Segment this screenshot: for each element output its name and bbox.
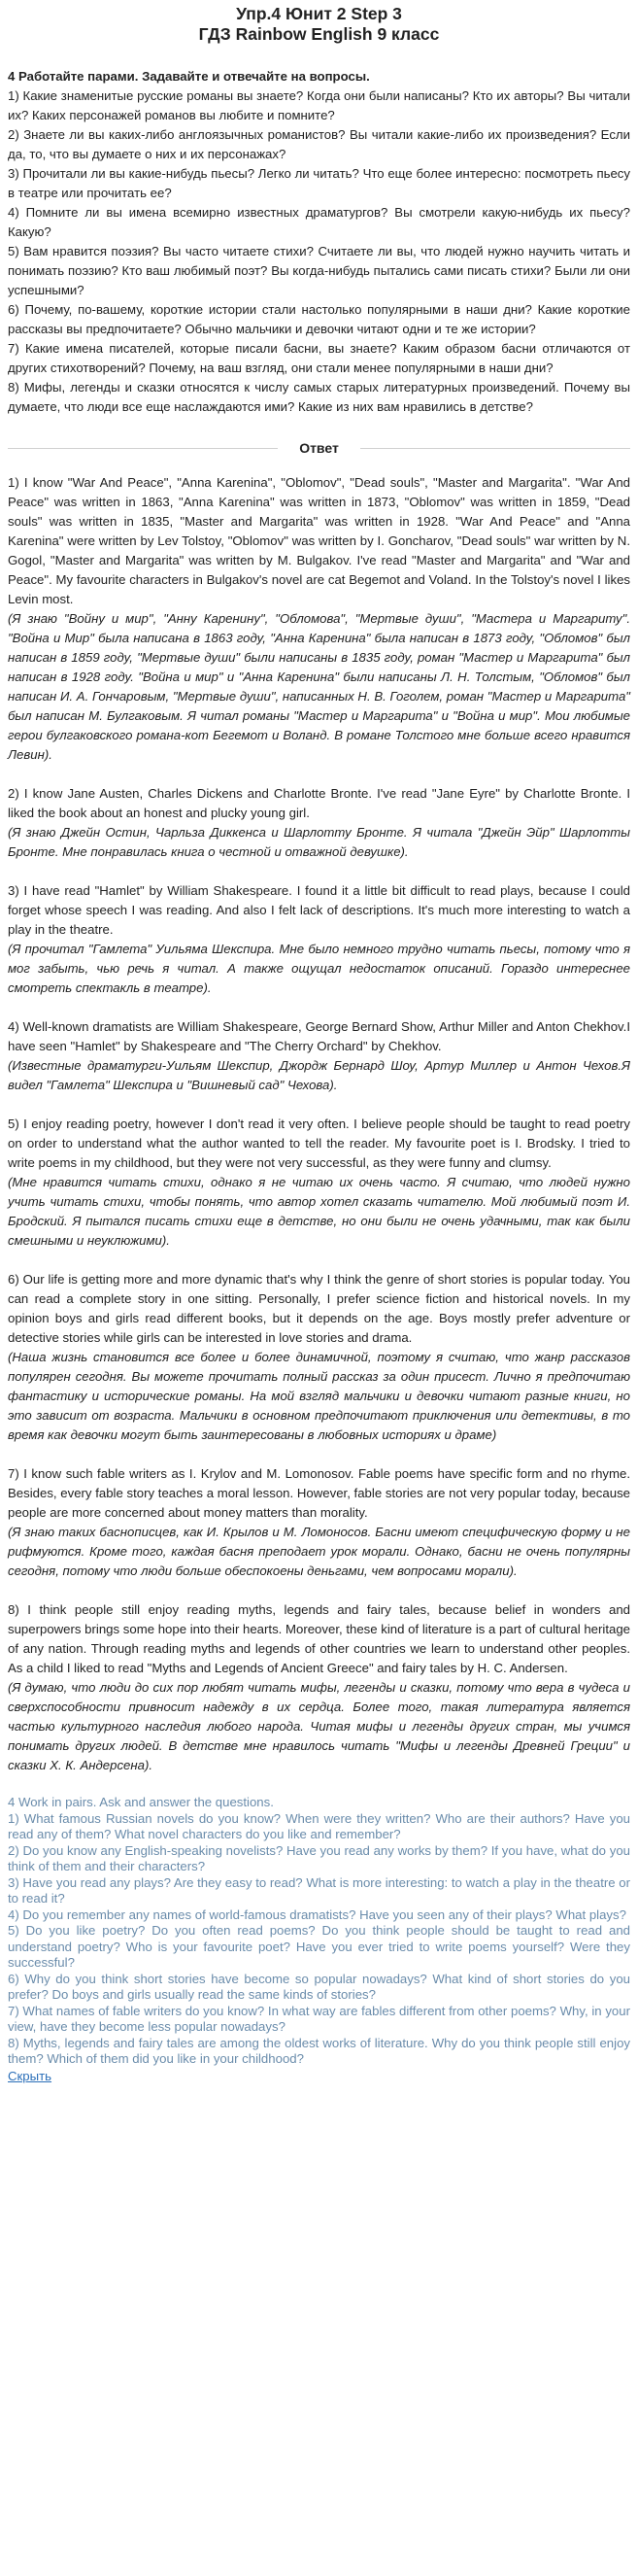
answer-english: 1) I know "War And Peace", "Anna Karenina", "Oblomov", "Dead souls", "Master and Margarita". "War And Peace" was written in 1863, "Anna Karenina" was written in 1873, "Oblomov" was written in 1859, "Dead souls" was written in 1835, "Master and Margarita" was written in 1928. "War And Peace" and "Anna Karenina" were written by Lev Tolstoy, "Oblomov" was written by I. Goncharov, "Dead souls" war written by N. Gogol, "Master and Margarita" was written by M. Bulgakov. I've read "Master and Margarita" and "War and Peace". My favourite characters in Bulgakov's novel are cat Begemot and Voland. In the Tolstoy's novel I likes Levin most. bbox=[8, 475, 630, 606]
answer-2 bbox=[8, 784, 630, 862]
answer-7 bbox=[8, 1464, 630, 1581]
answer-1 bbox=[8, 473, 630, 765]
answer-translation: (Я прочитал "Гамлета" Уильяма Шекспира. Мне было немного трудно читать пьесы, потому что я мог забыть, чью речь я читал. А также ощущал недостаток описаний. Гораздо интереснее смотреть спектакль в театре). bbox=[8, 942, 630, 995]
task-heading: 4 Работайте парами. Задавайте и отвечайте на вопросы. bbox=[8, 69, 370, 84]
task-question-6: 6) Почему, по-вашему, короткие истории стали настолько популярными в наши дни? Какие короткие рассказы вы предпочитаете? Обычно мальчики и девочки читают одни и те же истории? bbox=[8, 302, 630, 336]
answer-translation: (Наша жизнь становится все более и более динамичной, поэтому я считаю, что жанр рассказов популярен сегодня. Вы можете прочитать полный рассказ за один присест. Лично я предпочитаю фантастику и исторические романы. На мой взгляд мальчики и девочки читают разные книги, но это зависит от возраста. Мальчики в основном предпочитают приключения или детективы, в то время как девочки могут быть заинтересованы в любовных историях и драме) bbox=[8, 1350, 630, 1442]
answer-translation: (Известные драматурги-Уильям Шекспир, Джордж Бернард Шоу, Артур Миллер и Антон Чехов.Я видел "Гамлета" Шекспира и "Вишневый сад" Чехова). bbox=[8, 1058, 630, 1092]
answer-english: 4) Well-known dramatists are William Shakespeare, George Bernard Show, Arthur Miller and Anton Chekhov.I have seen "Hamlet" by Shakespeare and "The Cherry Orchard" by Chekhov. bbox=[8, 1019, 630, 1053]
answer-translation: (Мне нравится читать стихи, однако я не читаю их очень часто. Я считаю, что людей нужно учить читать стихи, чтобы понять, что автор хотел сказать читателю. Мой любимый поэт И. Бродский. Я пытался писать стихи еще в детстве, но они были не очень удачными, так как были смешными и неуклюжими). bbox=[8, 1175, 630, 1248]
answer-translation: (Я знаю Джейн Остин, Чарльза Диккенса и Шарлотту Бронте. Я читала "Джейн Эйр" Шарлотты Бронте. Мне понравилась книга о честной и отважной девушке). bbox=[8, 825, 630, 859]
answer-8 bbox=[8, 1600, 630, 1775]
answer-5 bbox=[8, 1115, 630, 1251]
answer-3 bbox=[8, 881, 630, 998]
answer-english: 7) I know such fable writers as I. Krylov and M. Lomonosov. Fable poems have specific form and no rhyme. Besides, every fable story teaches a moral lesson. However, fable stories are not very popular today, because people are more concerned about money matters than morality. bbox=[8, 1466, 630, 1520]
answer-english: 8) I think people still enjoy reading myths, legends and fairy tales, because belief in wonders and superpowers brings some hope into their hearts. Moreover, these kind of literature is a part of cultural heritage of any nation. Through reading myths and legends of other countries we learn to understand other peoples. As a child I liked to read "Myths and Legends of Ancient Greece" and fairy tales by H. C. Andersen. bbox=[8, 1602, 630, 1675]
answer-translation: (Я знаю таких баснописцев, как И. Крылов и М. Ломоносов. Басни имеют специфическую форму и не рифмуются. Кроме того, каждая басня преподает урок морали. Однако, басни не очень популярны сегодня, потому что люди больше обеспокоены деньгами, чем вопросами морали). bbox=[8, 1525, 630, 1578]
answer-english: 2) I know Jane Austen, Charles Dickens and Charlotte Bronte. I've read "Jane Eyre" by Charlotte Bronte. I liked the book about an honest and plucky young girl. bbox=[8, 786, 630, 820]
task-question-5: 5) Вам нравится поэзия? Вы часто читаете стихи? Считаете ли вы, что людей нужно научить читать и понимать поэзию? Кто ваш любимый поэт? Вы когда-нибудь пытались сами писать стихи? Были ли они успешными? bbox=[8, 244, 630, 297]
english-question-8: 8) Myths, legends and fairy tales are among the oldest works of literature. Why do you think people still enjoy them? Which of them did you like in your childhood? bbox=[8, 2035, 630, 2066]
hide-link[interactable]: Скрыть bbox=[8, 2068, 52, 2083]
english-question-5: 5) Do you like poetry? Do you often read poems? Do you think people should be taught to read and understand poetry? Who is your favourite poet? Have you ever tried to write poems yourself? Were they successful? bbox=[8, 1923, 630, 1970]
task-question-2: 2) Знаете ли вы каких-либо англоязычных романистов? Вы читали какие-либо их произведения? Если да, то, что вы думаете о них и их персонажах? bbox=[8, 127, 630, 161]
divider-line-right bbox=[360, 448, 630, 449]
page-subtitle: ГДЗ Rainbow English 9 класс bbox=[198, 24, 440, 44]
answer-4 bbox=[8, 1017, 630, 1095]
answers-section bbox=[8, 473, 630, 1775]
task-english bbox=[8, 1795, 630, 2068]
english-question-4: 4) Do you remember any names of world-famous dramatists? Have you seen any of their plays? What plays? bbox=[8, 1906, 626, 1922]
task-question-4: 4) Помните ли вы имена всемирно известных драматургов? Вы смотрели какую-нибудь их пьесу? Какую? bbox=[8, 205, 630, 239]
answer-translation: (Я думаю, что люди до сих пор любят читать мифы, легенды и сказки, потому что вера в чудеса и сверхспособности привносит надежду в их сердца. Более того, такая литература является частью культурного наследия любого народа. Читая мифы и легенды других стран, мы учимся понимать других людей. В детстве мне нравилось читать "Мифы и легенды Древней Греции" и сказки Х. К. Андерсена). bbox=[8, 1680, 630, 1772]
answer-divider bbox=[8, 440, 630, 456]
answer-heading: Ответ bbox=[299, 440, 339, 456]
english-question-3: 3) Have you read any plays? Are they easy to read? What is more interesting: to watch a play in the theatre or to read it? bbox=[8, 1874, 630, 1906]
answer-6 bbox=[8, 1270, 630, 1445]
task-question-3: 3) Прочитали ли вы какие-нибудь пьесы? Легко ли читать? Что еще более интересно: посмотреть пьесу в театре или прочитать ее? bbox=[8, 166, 630, 200]
page-title: Упр.4 Юнит 2 Step 3 bbox=[236, 4, 402, 23]
english-question-1: 1) What famous Russian novels do you know? When were they written? Who are their authors? Have you read any of them? What novel characters do you like and remember? bbox=[8, 1810, 630, 1841]
task-question-1: 1) Какие знаменитые русские романы вы знаете? Когда они были написаны? Кто их авторы? Вы читали их? Каких персонажей романов вы любите и помните? bbox=[8, 88, 630, 122]
english-question-6: 6) Why do you think short stories have become so popular nowadays? What kind of short stories do you prefer? Do boys and girls usually read the same kinds of stories? bbox=[8, 1971, 630, 2002]
task-russian bbox=[8, 67, 630, 417]
answer-english: 3) I have read "Hamlet" by William Shakespeare. I found it a little bit difficult to read plays, because I could forget whose speech I was reading. And also I felt lack of descriptions. It's much more interesting to watch a play in the theatre. bbox=[8, 883, 630, 937]
english-question-7: 7) What names of fable writers do you know? In what way are fables different from other poems? Why, in your view, have they become less popular nowadays? bbox=[8, 2003, 630, 2034]
task-question-7: 7) Какие имена писателей, которые писали басни, вы знаете? Каким образом басни отличаются от других стихотворений? Почему, на ваш взгляд, они стали менее популярными в наши дни? bbox=[8, 341, 630, 375]
answer-english: 5) I enjoy reading poetry, however I don't read it very often. I believe people should be taught to read poetry on order to understand what the author wanted to tell the reader. My favourite poet is I. Brodsky. I tried to write poems in my childhood, but they were not very successful, as they were funny and clumsy. bbox=[8, 1116, 630, 1170]
answer-translation: (Я знаю "Войну и мир", "Анну Каренину", "Обломова", "Мертвые души", "Мастера и Маргариту". "Война и Мир" была написана в 1863 году, "Анна Каренина" была написан в 1873 году, "Обломов" был написан в 1859 году, "Мертвые души" были написаны в 1835 году, роман "Мастер и Маргарита" был написан в 1928 году. "Война и мир" и "Анна Каренина" были написаны Л. Н. Толстым, "Обломов" был написан И. А. Гончаровым, "Мертвые души", написанных Н. В. Гоголем, роман "Мастер и Маргарита" был написан М. Булгаковым. Я читал романы "Мастер и Маргарита" и "Война и мир". Мои любимые герои булгаковского романа-кот Бегемот и Воланд. В романе Толстого мне больше всего нравится Левин). bbox=[8, 611, 630, 762]
answer-english: 6) Our life is getting more and more dynamic that's why I think the genre of short stories is popular today. You can read a complete story in one sitting. Personally, I prefer science fiction and historical novels. In my opinion boys and girls read different books, but it depends on the age. Boys mostly prefer adventure or detective stories while girls can be interested in love stories and drama. bbox=[8, 1272, 630, 1345]
english-question-2: 2) Do you know any English-speaking novelists? Have you read any works by them? If you have, what do you think of them and their characters? bbox=[8, 1842, 630, 1873]
task-question-8: 8) Мифы, легенды и сказки относятся к числу самых старых литературных произведений. Почему вы думаете, что люди все еще наслаждаются ими? Какие из них вам нравились в детстве? bbox=[8, 380, 630, 414]
divider-line-left bbox=[8, 448, 278, 449]
english-task-heading: 4 Work in pairs. Ask and answer the questions. bbox=[8, 1795, 274, 1809]
